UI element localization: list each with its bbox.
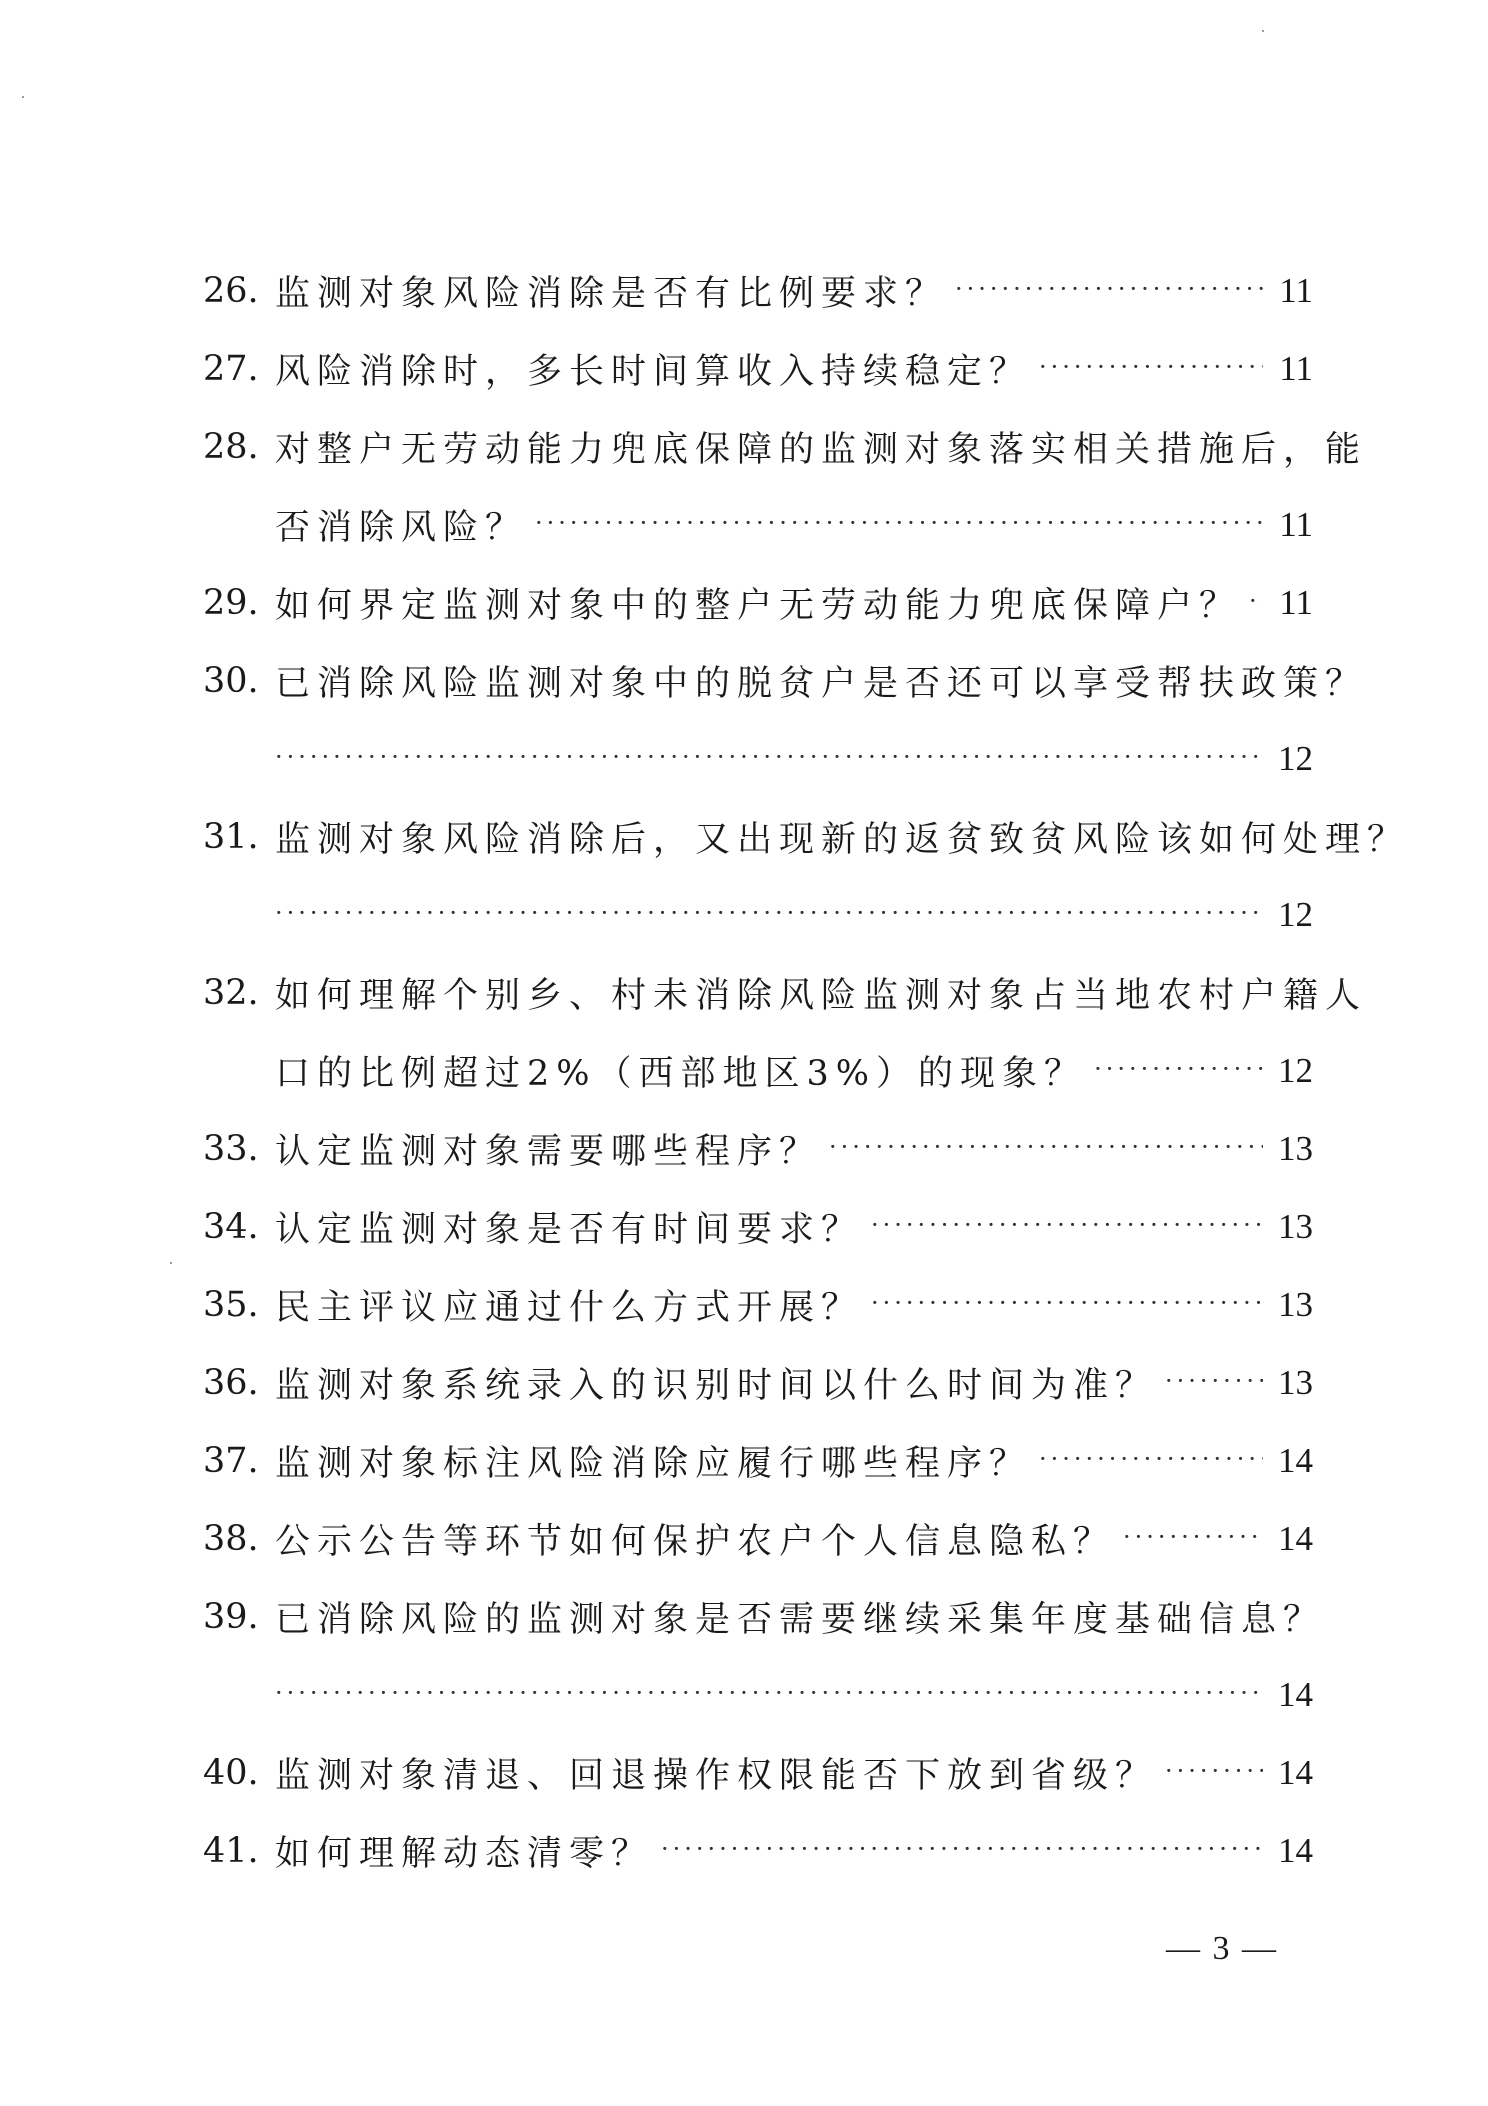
toc-entry-30 [203, 642, 1368, 720]
toc-entry-41 [203, 1812, 1313, 1890]
toc-entry-28-continuation [203, 486, 1313, 564]
toc-entry-title: 民主评议应通过什么方式开展？ [275, 1288, 864, 1328]
toc-entry-33 [203, 1110, 1313, 1188]
toc-entry-28 [203, 408, 1368, 486]
toc-entry-32 [203, 954, 1368, 1032]
toc-entry-39 [203, 1578, 1326, 1656]
leader-dots [1039, 353, 1263, 381]
leader-dots [829, 1133, 1263, 1161]
toc-entry-title: 如何理解个别乡、村未消除风险监测对象占当地农村户籍人 [275, 976, 1368, 1016]
toc-entry-number: 38. [203, 1519, 259, 1559]
toc-entry-page: 13 [1278, 1285, 1313, 1324]
leader-dots [1094, 1055, 1263, 1083]
leader-dots [1123, 1523, 1263, 1551]
scan-speck [22, 96, 24, 98]
toc-entry-35 [203, 1266, 1313, 1344]
toc-entry-29 [203, 564, 1313, 642]
toc-entry-27 [203, 330, 1313, 408]
toc-entry-title: 如何界定监测对象中的整户无劳动能力兜底保障户？ [275, 586, 1242, 626]
toc-entry-page: 12 [1278, 895, 1313, 934]
toc-entry-page: 14 [1278, 1831, 1313, 1870]
toc-entry-number: 36. [203, 1363, 259, 1403]
toc-entry-title: 认定监测对象是否有时间要求？ [275, 1210, 864, 1250]
page-number: — 3 — [1166, 1930, 1278, 1967]
toc-entry-title: 风险消除时，多长时间算收入持续稳定？ [275, 352, 1032, 392]
toc-entry-title: 已消除风险的监测对象是否需要继续采集年度基础信息？ [275, 1600, 1326, 1640]
toc-entry-title: 监测对象风险消除后，又出现新的返贫致贫风险该如何处理？ [275, 820, 1410, 860]
leader-dots [275, 1679, 1263, 1707]
toc-entry-number: 34. [203, 1207, 259, 1247]
toc-entry-36 [203, 1344, 1313, 1422]
toc-entry-number: 39. [203, 1597, 259, 1637]
toc-entry-page: 14 [1278, 1441, 1313, 1480]
toc-entry-title: 监测对象清退、回退操作权限能否下放到省级？ [275, 1756, 1158, 1796]
toc-entry-number: 29. [203, 583, 259, 623]
toc-entry-number: 35. [203, 1285, 259, 1325]
leader-dots [955, 275, 1263, 303]
toc-entry-38 [203, 1500, 1313, 1578]
toc-entry-34 [203, 1188, 1313, 1266]
toc-entry-number: 40. [203, 1753, 259, 1793]
table-of-contents [203, 252, 1410, 1890]
toc-entry-number: 28. [203, 427, 259, 467]
toc-entry-number: 33. [203, 1129, 259, 1169]
toc-entry-page: 11 [1279, 271, 1313, 310]
toc-entry-title: 监测对象风险消除是否有比例要求？ [275, 274, 948, 314]
toc-entry-title: 如何理解动态清零？ [275, 1834, 654, 1874]
leader-dots [275, 899, 1263, 927]
toc-entry-page: 11 [1279, 583, 1313, 622]
toc-entry-page: 13 [1278, 1207, 1313, 1246]
leader-dots [275, 743, 1263, 771]
leader-dots [871, 1211, 1263, 1239]
leader-dots [661, 1835, 1263, 1863]
toc-entry-32-continuation [203, 1032, 1313, 1110]
toc-entry-number: 31. [203, 817, 259, 857]
toc-entry-page: 12 [1278, 739, 1313, 778]
toc-entry-31 [203, 798, 1410, 876]
toc-entry-40 [203, 1734, 1313, 1812]
toc-entry-title: 对整户无劳动能力兜底保障的监测对象落实相关措施后，能 [275, 430, 1368, 470]
leader-dots [871, 1289, 1263, 1317]
toc-entry-page: 13 [1278, 1363, 1313, 1402]
scan-speck [1262, 30, 1264, 32]
leader-dots [1165, 1367, 1263, 1395]
leader-dots [1249, 587, 1263, 615]
toc-entry-number: 37. [203, 1441, 259, 1481]
toc-entry-number: 32. [203, 973, 259, 1013]
toc-entry-title: 已消除风险监测对象中的脱贫户是否还可以享受帮扶政策？ [275, 664, 1368, 704]
leader-dots [1165, 1757, 1263, 1785]
toc-entry-title-continued: 否消除风险？ [275, 508, 528, 548]
toc-entry-number: 41. [203, 1831, 259, 1871]
toc-entry-title: 监测对象标注风险消除应履行哪些程序？ [275, 1444, 1032, 1484]
toc-entry-page: 14 [1278, 1675, 1313, 1714]
toc-entry-title-continued: 口的比例超过2%（西部地区3%）的现象？ [275, 1054, 1087, 1094]
toc-entry-page: 14 [1278, 1519, 1313, 1558]
toc-entry-title: 公示公告等环节如何保护农户个人信息隐私？ [275, 1522, 1116, 1562]
toc-entry-number: 30. [203, 661, 259, 701]
scan-speck [170, 1262, 172, 1264]
leader-dots [1039, 1445, 1263, 1473]
toc-entry-number: 26. [203, 271, 259, 311]
toc-entry-page: 13 [1278, 1129, 1313, 1168]
toc-entry-37 [203, 1422, 1313, 1500]
toc-entry-39-continuation [203, 1656, 1313, 1734]
toc-entry-title: 认定监测对象需要哪些程序？ [275, 1132, 822, 1172]
toc-entry-page: 12 [1278, 1051, 1313, 1090]
toc-entry-number: 27. [203, 349, 259, 389]
toc-entry-31-continuation [203, 876, 1313, 954]
toc-entry-page: 14 [1278, 1753, 1313, 1792]
toc-entry-page: 11 [1279, 505, 1313, 544]
toc-entry-title: 监测对象系统录入的识别时间以什么时间为准？ [275, 1366, 1158, 1406]
leader-dots [535, 509, 1263, 537]
toc-entry-26 [203, 252, 1313, 330]
toc-entry-page: 11 [1279, 349, 1313, 388]
toc-entry-30-continuation [203, 720, 1313, 798]
